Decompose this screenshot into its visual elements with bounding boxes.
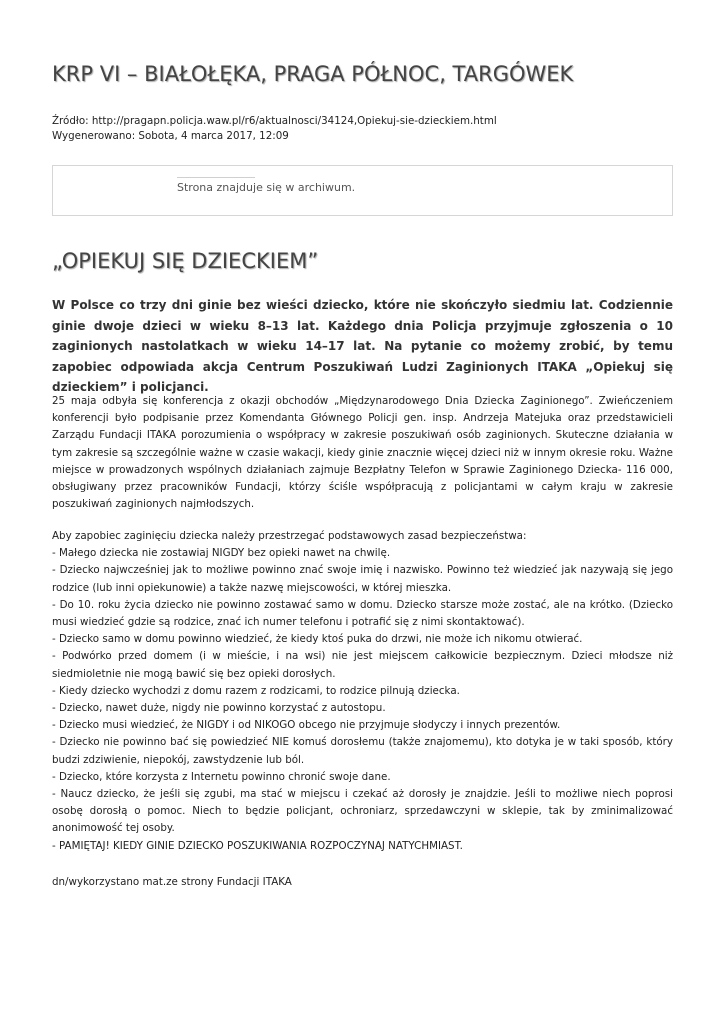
list-intro: Aby zapobiec zaginięciu dziecka należy przestrzegać podstawowych zasad bezpieczeństwa: [52, 530, 527, 542]
list-item: - Podwórko przed domem (i w mieście, i na wsi) nie jest miejscem całkowicie bezpiecznym. Dzieci młodsze niż siedmioletnie nie mogą bawić się bez opieki dorosłych. [52, 650, 673, 680]
source-note: dn/wykorzystano mat.ze strony Fundacji ITAKA [52, 876, 292, 888]
list-item: - Dziecko, które korzysta z Internetu powinno chronić swoje dane. [52, 770, 391, 783]
archive-notice-box [52, 165, 673, 216]
article-lead: W Polsce co trzy dni ginie bez wieści dziecko, które nie skończyło siedmiu lat. Codziennie ginie dwoje dzieci w wieku 8–13 lat. Każdego dnia Policja przyjmuje zgłoszenia o 10 zaginionych nastolatkach w wieku 14–17 lat. Na pytanie co możemy zrobić, by temu zapobiec odpowiada akcja Centrum Poszukiwań Ludzi Zaginionych ITAKA „Opiekuj się dzieckiem” i policjanci. [52, 298, 673, 394]
list-item: - Kiedy dziecko wychodzi z domu razem z rodzicami, to rodzice pilnują dziecka. [52, 684, 460, 697]
list-item: - Dziecko, nawet duże, nigdy nie powinno korzystać z autostopu. [52, 702, 386, 715]
site-title: KRP VI – BIAŁOŁĘKA, PRAGA PÓŁNOC, TARGÓWEK [52, 62, 574, 86]
list-item: - Dziecko najwcześniej jak to możliwe powinno znać swoje imię i nazwisko. Powinno też wiedzieć jak nazywają się jego rodzice (lub inni opiekunowie) a także nazwę miejscowości, w której mieszka. [52, 564, 673, 594]
source-url: Źródło: http://pragapn.policja.waw.pl/r6/aktualnosci/34124,Opiekuj-sie-dzieckiem.html [52, 115, 497, 127]
list-item: - Naucz dziecko, że jeśli się zgubi, ma stać w miejscu i czekać aż dorosły je znajdzie. Jeśli to możliwe niech poprosi osobę dorosłą o pomoc. Niech to będzie policjant, ochroniarz, sprzedawczyni w sklepie, tak by zminimalizować anonimowość tej osoby. [52, 788, 673, 835]
list-item: - Dziecko musi wiedzieć, że NIGDY i od NIKOGO obcego nie przyjmuje słodyczy i innych prezentów. [52, 719, 561, 732]
list-item: - Małego dziecka nie zostawiaj NIGDY bez opieki nawet na chwilę. [52, 547, 391, 560]
list-item: - Do 10. roku życia dziecko nie powinno zostawać samo w domu. Dziecko starsze może zostać, ale na krótko. (Dziecko musi wiedzieć gdzie są rodzice, znać ich numer telefonu i potrafić się z nimi skontaktować). [52, 598, 673, 629]
list-item: - Dziecko nie powinno bać się powiedzieć NIE komuś dorosłemu (także znajomemu), kto dotyka je w taki sposób, który budzi zdziwienie, niepokój, zawstydzenie lub ból. [52, 736, 673, 766]
safety-rules-list [52, 528, 673, 855]
article-title: „OPIEKUJ SIĘ DZIECKIEM” [52, 249, 319, 273]
document-meta [52, 114, 497, 144]
list-item: - PAMIĘTAJ! KIEDY GINIE DZIECKO POSZUKIWANIA ROZPOCZYNAJ NATYCHMIAST. [52, 839, 463, 852]
archive-notice: Strona znajduje się w archiwum. [177, 181, 356, 194]
article-paragraph: 25 maja odbyła się konferencja z okazji obchodów „Międzynarodowego Dnia Dziecka Zaginionego”. Zwieńczeniem konferencji było podpisanie przez Komendanta Głównego Policji gen. insp. Andrzeja Matejuka oraz przedstawicieli Zarządu Fundacji ITAKA porozumienia o współpracy w zakresie poszukiwań osób zaginionych. Skuteczne działania w tym zakresie są szczególnie ważne w czasie wakacji, kiedy ginie znacznie więcej dzieci niż w innym okresie roku. Ważne miejsce w prowadzonych wspólnych działaniach zajmuje Bezpłatny Telefon w Sprawie Zaginionego Dziecka- 116 000, obsługiwany przez pracowników Fundacji, którzy ściśle współpracują z policjantami w całym kraju w zakresie poszukiwań zaginionych najmłodszych. [52, 395, 673, 511]
list-item: - Dziecko samo w domu powinno wiedzieć, że kiedy ktoś puka do drzwi, nie może ich nikomu otwierać. [52, 633, 583, 646]
archive-divider [177, 177, 255, 178]
generated-date: Wygenerowano: Sobota, 4 marca 2017, 12:09 [52, 130, 289, 142]
